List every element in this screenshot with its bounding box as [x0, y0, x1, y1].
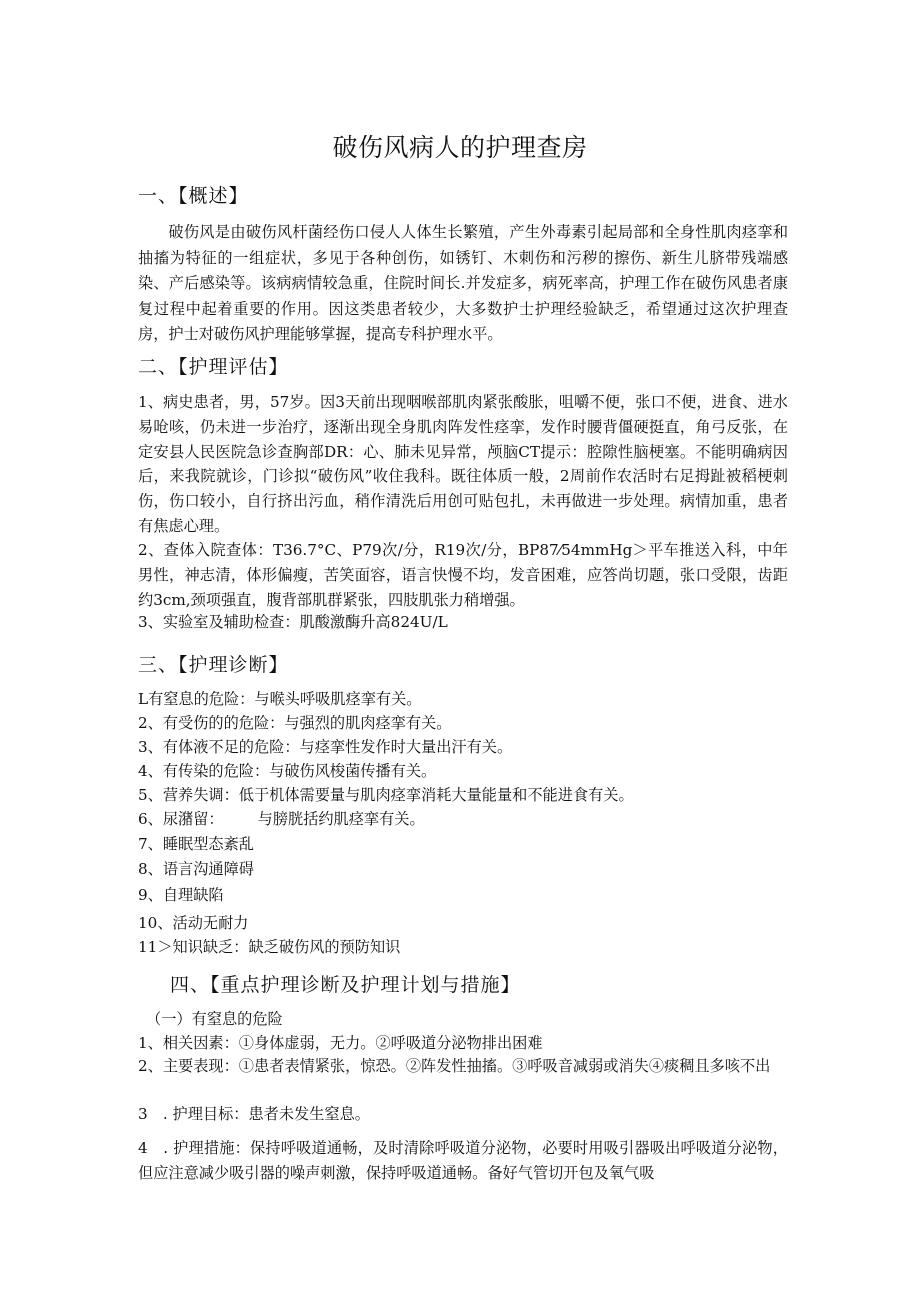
document-title: 破伤风病人的护理查房	[332, 133, 588, 162]
diagnosis-item: 4、有传染的危险：与破伤风梭菌传播有关。	[138, 762, 437, 780]
diagnosis-item: 3、有体液不足的危险：与痉挛性发作时大量出汗有关。	[138, 738, 513, 756]
diagnosis-item: 11＞知识缺乏：缺乏破伤风的预防知识	[138, 938, 401, 956]
section-heading-assessment: 二、【护理评估】	[138, 356, 289, 378]
diagnosis-item-6-label: 6、尿潴留：	[138, 810, 224, 828]
diagnosis-item: L有窒息的危险：与喉头呼吸肌痉挛有关。	[138, 690, 422, 708]
key-plan-goal: 3 . 护理目标：患者未发生窒息。	[138, 1105, 370, 1123]
diagnosis-item: 2、有受伤的的危险：与强烈的肌肉痉挛有关。	[138, 714, 452, 732]
key-plan-manifestations: 2、主要表现：①患者表情紧张，惊恐。②阵发性抽搐。③呼吸音减弱或消失④痰稠且多咳不出	[138, 1057, 771, 1075]
assessment-exam-paragraph: 2、查体入院查体：T36.7°C、P79次/分，R19次/分，BP87⁄54mmHg＞平车推送入科，中年男性，神志清，体形偏瘦，苦笑面容，语言快慢不均，发音困难，应答尚切题，张口受限，齿距约3cm,颈项强直，腹背部肌群紧张，四肢肌张力稍增强。	[138, 541, 788, 609]
key-plan-measures: 4 . 护理措施：保持呼吸道通畅，及时清除呼吸道分泌物，必要时用吸引器吸出呼吸道分泌物，但应注意减少吸引器的噪声刺激，保持呼吸道通畅。备好气管切开包及氧气吸	[138, 1139, 788, 1182]
assessment-history-paragraph: 1、病史患者，男，57岁。因3天前出现咽喉部肌肉紧张酸胀，咀嚼不便，张口不便，进食、进水易呛咳，仍未进一步治疗，逐渐出现全身肌肉阵发性痉挛，发作时腰背僵硬挺直，角弓反张，在定安县人民医院急诊查胸部DR：心、肺未见异常，颅脑CT提示：腔隙性脑梗塞。不能明确病因后，来我院就诊，门诊拟“破伤风”收住我科。既往体质一般，2周前作农活时右足拇趾被稻梗刺伤，伤口较小，自行挤出污血，稍作清洗后用创可贴包扎，未再做进一步处理。病情加重，患者有焦虑心理。	[138, 393, 788, 535]
diagnosis-item-6-text: 与膀胱括约肌痉挛有关。	[257, 810, 425, 828]
key-plan-subheading: （一）有窒息的危险	[146, 1010, 283, 1028]
diagnosis-item: 10、活动无耐力	[138, 914, 249, 932]
diagnosis-item-6	[138, 808, 788, 829]
key-plan-factors: 1、相关因素：①身体虚弱，无力。②呼吸道分泌物排出困难	[138, 1034, 543, 1052]
diagnosis-item: 7、睡眠型态紊乱	[138, 835, 254, 853]
assessment-lab-line: 3、实验室及辅助检查：肌酸激酶升高824U/L	[138, 613, 448, 631]
section-heading-key-plan: 四、【重点护理诊断及护理计划与措施】	[170, 974, 521, 996]
overview-paragraph: 破伤风是由破伤风杆菌经伤口侵人人体生长繁殖，产生外毒素引起局部和全身性肌肉痉挛和抽搐为特征的一组症状，多见于各种创伤，如锈钉、木刺伤和污秽的擦伤、新生儿脐带残端感染、产后感染等。该病病情较急重，住院时间长.并发症多，病死率高，护理工作在破伤风患者康复过程中起着重要的作用。因这类患者较少，大多数护士护理经验缺乏，希望通过这次护理查房，护士对破伤风护理能够掌握，提高专科护理水平。	[138, 223, 788, 343]
diagnosis-item: 9、自理缺陷	[138, 886, 224, 904]
diagnosis-item: 8、语言沟通障碍	[138, 860, 254, 878]
section-heading-diagnosis: 三、【护理诊断】	[138, 654, 289, 676]
diagnosis-item: 5、营养失调：低于机体需要量与肌肉痉挛消耗大量能量和不能进食有关。	[138, 786, 634, 804]
section-heading-overview: 一、【概述】	[138, 185, 249, 207]
